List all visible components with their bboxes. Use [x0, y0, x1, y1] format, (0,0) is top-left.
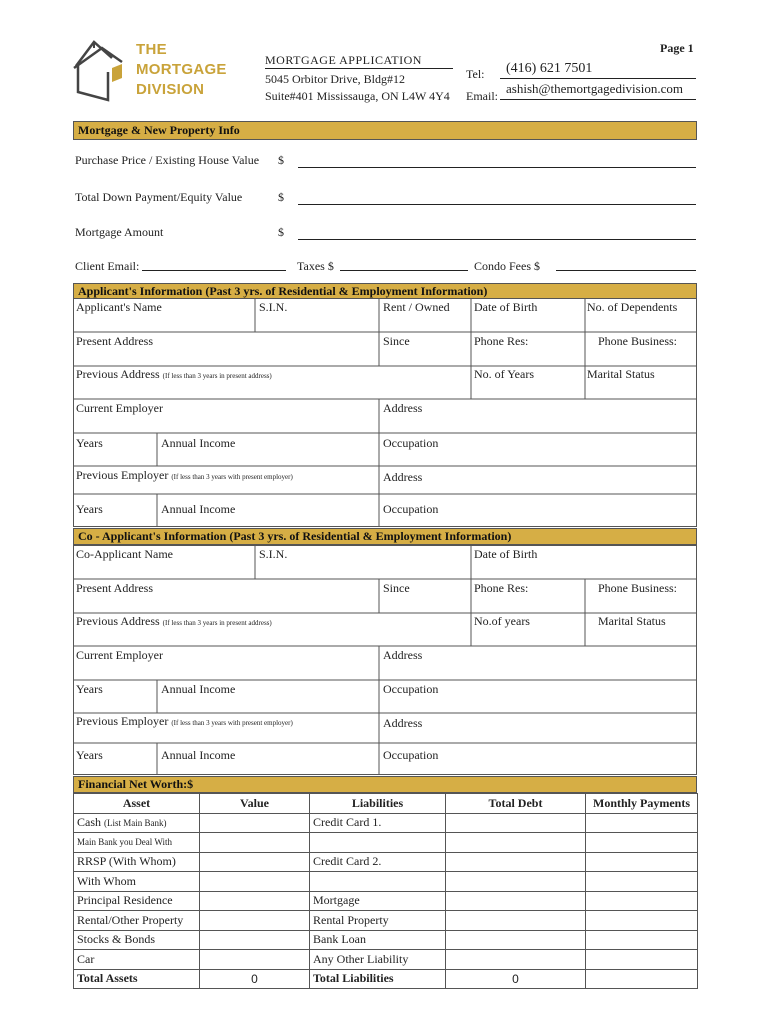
- liability-blank-payment[interactable]: [586, 833, 698, 853]
- liability-blank[interactable]: [310, 833, 446, 853]
- any-other-debt[interactable]: [446, 950, 586, 970]
- car-label: Car: [74, 950, 200, 970]
- rrsp-value[interactable]: [200, 852, 310, 872]
- bank-loan-debt[interactable]: [446, 930, 586, 950]
- principal-residence-value[interactable]: [200, 891, 310, 911]
- applicant-phone-bus-label: Phone Business:: [598, 334, 678, 348]
- bank-loan-label: Bank Loan: [310, 930, 446, 950]
- applicant-occupation-label: Occupation: [383, 436, 439, 450]
- applicant-name-label: Applicant's Name: [76, 300, 162, 314]
- applicant-annual-income-label: Annual Income: [161, 436, 236, 450]
- credit-card2-debt[interactable]: [446, 852, 586, 872]
- purchase-price-dollar: $: [278, 153, 284, 167]
- applicant-prev-employer-address-label: Address: [383, 470, 423, 484]
- client-email-field[interactable]: [142, 270, 286, 271]
- coapplicant-prev-income-label: Annual Income: [161, 748, 236, 762]
- applicant-current-employer-label: Current Employer: [76, 401, 163, 415]
- mortgage-amount-label: Mortgage Amount: [75, 225, 164, 239]
- coapplicant-sin-label: S.I.N.: [259, 547, 288, 561]
- logo-line1: THE: [136, 41, 167, 58]
- house-icon: [72, 38, 134, 102]
- address-line2: Suite#401 Mississauga, ON L4W 4Y4: [265, 89, 450, 103]
- credit-card2-payment[interactable]: [586, 852, 698, 872]
- monthly-payments-header: Monthly Payments: [586, 794, 698, 814]
- coapplicant-employer-address-label: Address: [383, 648, 423, 662]
- financial-table: [73, 793, 698, 989]
- total-assets-label: Total Assets: [74, 969, 200, 989]
- applicant-phone-res-label: Phone Res:: [474, 334, 529, 348]
- applicant-previous-employer-label: Previous Employer (If less than 3 years with present employer): [76, 468, 293, 482]
- coapplicant-prev-occupation-label: Occupation: [383, 748, 439, 762]
- liability-blank-2-payment[interactable]: [586, 872, 698, 892]
- down-payment-label: Total Down Payment/Equity Value: [75, 190, 243, 204]
- applicant-years-label: No. of Years: [474, 367, 534, 381]
- email-label: Email:: [466, 89, 498, 103]
- total-liabilities-label: Total Liabilities: [310, 969, 446, 989]
- applicant-dependents-label: No. of Dependents: [587, 300, 678, 314]
- client-email-label: Client Email:: [75, 259, 140, 273]
- coapplicant-since-label: Since: [383, 581, 410, 595]
- coapplicant-prev-employer-address-label: Address: [383, 716, 423, 730]
- rental-other-label: Rental/Other Property: [74, 911, 200, 931]
- rental-other-value[interactable]: [200, 911, 310, 931]
- liability-blank-debt[interactable]: [446, 833, 586, 853]
- property-section-heading: Mortgage & New Property Info: [73, 121, 697, 140]
- coapplicant-phone-res-label: Phone Res:: [474, 581, 529, 595]
- credit-card1-debt[interactable]: [446, 813, 586, 833]
- mortgage-debt[interactable]: [446, 891, 586, 911]
- condo-fees-field[interactable]: [556, 270, 696, 271]
- mortgage-payment[interactable]: [586, 891, 698, 911]
- car-value[interactable]: [200, 950, 310, 970]
- credit-card1-label: Credit Card 1.: [310, 813, 446, 833]
- cash-label: Cash (List Main Bank): [74, 813, 200, 833]
- applicant-previous-employer-note: (If less than 3 years with present employer): [171, 473, 293, 481]
- down-payment-field[interactable]: [298, 204, 696, 205]
- coapplicant-current-employer-label: Current Employer: [76, 648, 163, 662]
- email-underline: [500, 99, 696, 100]
- value-header: Value: [200, 794, 310, 814]
- liabilities-header: Liabilities: [310, 794, 446, 814]
- tel-label: Tel:: [466, 67, 485, 81]
- coapplicant-previous-employer-note: (If less than 3 years with present employer): [171, 719, 293, 727]
- purchase-price-label: Purchase Price / Existing House Value: [75, 153, 260, 167]
- cash-note: (List Main Bank): [104, 818, 167, 829]
- principal-residence-label: Principal Residence: [74, 891, 200, 911]
- coapplicant-present-address-label: Present Address: [76, 581, 153, 595]
- coapplicant-previous-address-note: (If less than 3 years in present address): [162, 619, 272, 627]
- email-value[interactable]: ashish@themortgagedivision.com: [506, 81, 683, 96]
- tel-underline: [500, 78, 696, 79]
- any-other-label: Any Other Liability: [310, 950, 446, 970]
- stocks-label: Stocks & Bonds: [74, 930, 200, 950]
- liability-blank-2[interactable]: [310, 872, 446, 892]
- applicant-rent-owned-label: Rent / Owned: [383, 300, 450, 314]
- coapplicant-previous-employer-label: Previous Employer (If less than 3 years with present employer): [76, 714, 293, 728]
- taxes-label: Taxes $: [297, 259, 334, 273]
- coapplicant-phone-bus-label: Phone Business:: [598, 581, 678, 595]
- cash-value[interactable]: [200, 813, 310, 833]
- with-whom-value[interactable]: [200, 872, 310, 892]
- applicant-section-heading: Applicant's Information (Past 3 yrs. of Residential & Employment Information): [73, 283, 697, 299]
- liability-blank-2-debt[interactable]: [446, 872, 586, 892]
- rental-property-debt[interactable]: [446, 911, 586, 931]
- asset-header: Asset: [74, 794, 200, 814]
- mortgage-label: Mortgage: [310, 891, 446, 911]
- coapplicant-name-label: Co-Applicant Name: [76, 547, 173, 561]
- coapplicant-annual-income-label: Annual Income: [161, 682, 236, 696]
- with-whom-label: With Whom: [74, 872, 200, 892]
- logo-line3: DIVISION: [136, 81, 205, 98]
- applicant-prev-income-label: Annual Income: [161, 502, 236, 516]
- applicant-employer-address-label: Address: [383, 401, 423, 415]
- coapplicant-years-employed-label: Years: [76, 682, 103, 696]
- credit-card2-label: Credit Card 2.: [310, 852, 446, 872]
- stocks-value[interactable]: [200, 930, 310, 950]
- mortgage-amount-dollar: $: [278, 225, 284, 239]
- page-number: Page 1: [660, 41, 694, 55]
- rental-property-payment[interactable]: [586, 911, 698, 931]
- tel-value[interactable]: (416) 621 7501: [506, 61, 593, 76]
- financial-section-heading: Financial Net Worth:$: [73, 776, 697, 793]
- total-liabilities-value: 0: [446, 969, 586, 989]
- coapplicant-prev-years-label: Years: [76, 748, 103, 762]
- applicant-prev-years-label: Years: [76, 502, 103, 516]
- coapplicant-occupation-label: Occupation: [383, 682, 439, 696]
- total-debt-header: Total Debt: [446, 794, 586, 814]
- taxes-field[interactable]: [340, 270, 468, 271]
- credit-card1-payment[interactable]: [586, 813, 698, 833]
- total-monthly-payments: [586, 969, 698, 989]
- logo-line2: MORTGAGE: [136, 61, 227, 78]
- coapplicant-section-heading: Co - Applicant's Information (Past 3 yrs. of Residential & Employment Information): [73, 528, 697, 545]
- condo-fees-label: Condo Fees $: [474, 259, 540, 273]
- coapplicant-marital-label: Marital Status: [598, 614, 666, 628]
- coapplicant-years-label: No.of years: [474, 614, 530, 628]
- down-payment-dollar: $: [278, 190, 284, 204]
- applicant-dob-label: Date of Birth: [474, 300, 538, 314]
- company-logo: [72, 38, 242, 104]
- applicant-sin-label: S.I.N.: [259, 300, 288, 314]
- applicant-marital-label: Marital Status: [587, 367, 655, 381]
- bank-loan-payment[interactable]: [586, 930, 698, 950]
- rrsp-label: RRSP (With Whom): [74, 852, 200, 872]
- form-title: MORTGAGE APPLICATION: [265, 53, 422, 67]
- applicant-previous-address-note: (If less than 3 years in present address): [162, 372, 272, 380]
- applicant-years-employed-label: Years: [76, 436, 103, 450]
- main-bank-label: Main Bank you Deal With: [74, 833, 200, 853]
- applicant-since-label: Since: [383, 334, 410, 348]
- applicant-present-address-label: Present Address: [76, 334, 153, 348]
- coapplicant-dob-label: Date of Birth: [474, 547, 538, 561]
- any-other-payment[interactable]: [586, 950, 698, 970]
- mortgage-amount-field[interactable]: [298, 239, 696, 240]
- applicant-previous-address-label: Previous Address (If less than 3 years in present address): [76, 367, 272, 381]
- main-bank-value[interactable]: [200, 833, 310, 853]
- coapplicant-previous-address-label: Previous Address (If less than 3 years in present address): [76, 614, 272, 628]
- rental-property-label: Rental Property: [310, 911, 446, 931]
- total-assets-value: 0: [200, 969, 310, 989]
- address-line1: 5045 Orbitor Drive, Bldg#12: [265, 72, 405, 86]
- title-underline: [265, 68, 453, 69]
- purchase-price-field[interactable]: [298, 167, 696, 168]
- applicant-prev-occupation-label: Occupation: [383, 502, 439, 516]
